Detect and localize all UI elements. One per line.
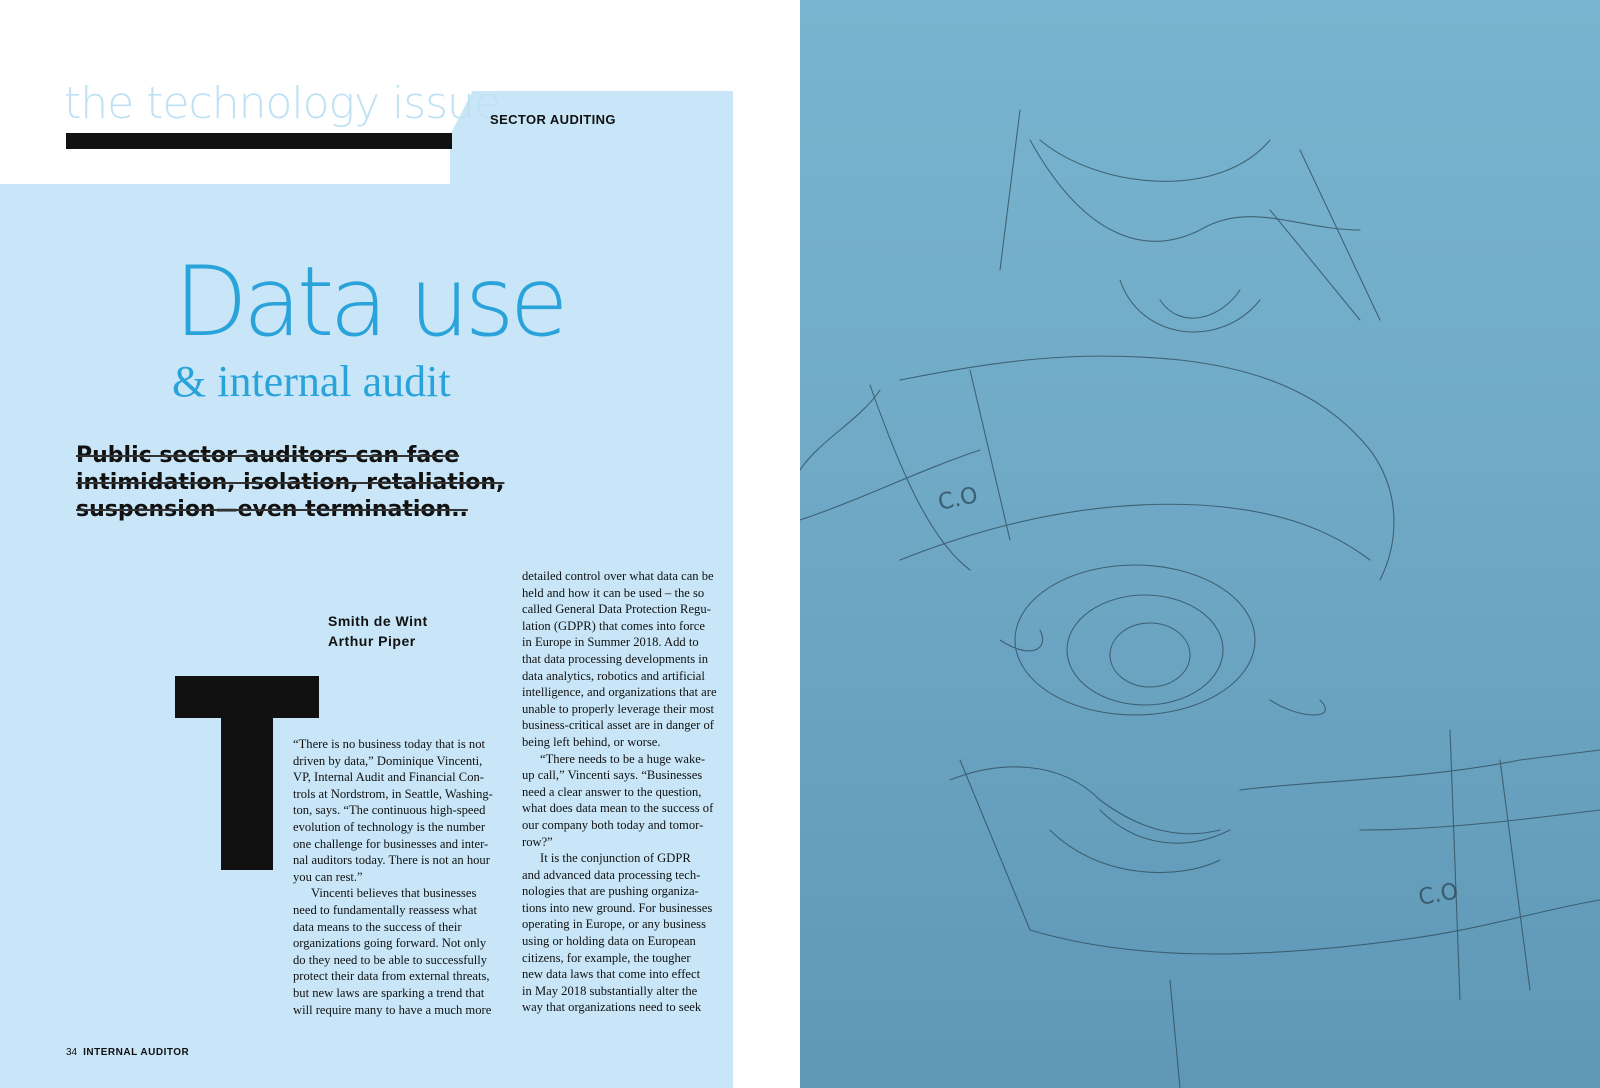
sketch-stroke [1360,810,1600,830]
body-text-line: evolution of technology is the number [293,819,486,834]
body-text-line: you can rest.” [293,869,363,884]
body-text-line: data means to the success of their [293,919,462,934]
sketch-stroke [1500,760,1530,990]
sketch-spiral [1015,565,1255,715]
body-text-line: new data laws that come into effect [522,967,701,982]
body-text-line: Vincenti believes that businesses [311,886,477,901]
body-text-line: in Europe in Summer 2018. Add to [522,635,699,650]
body-text-line: intelligence, and organizations that are [522,685,717,700]
sketch-stroke [1050,830,1220,872]
body-text-line: organizations going forward. Not only [293,936,487,951]
body-text-line: business-critical asset are in danger of [522,718,714,733]
body-text-line: but new laws are sparking a trend that [293,985,485,1000]
sketch-stroke [900,504,1370,560]
body-text-line: way that organizations need to seek [522,1000,702,1015]
body-text-line: row?” [522,834,553,849]
body-text-line: that data processing developments in [522,651,709,666]
sketch-stroke [800,390,880,470]
sketch-stroke [1270,700,1325,715]
body-text-line: protect their data from external threats, [293,969,490,984]
body-column-2 [522,568,734,1016]
sketch-stroke [1120,280,1260,332]
sketch-illustration [800,0,1600,1088]
sketch-stroke [950,767,1220,834]
sketch-stroke [1030,900,1600,954]
sketch-stroke [1040,140,1270,181]
body-text-line: nal auditors today. There is not an hour [293,853,490,868]
page-number: 34 [66,1047,78,1058]
sketch-stroke [1270,210,1360,320]
hands-sketch-drawing [800,0,1600,1088]
sketch-stroke [1160,290,1240,318]
body-text-line: operating in Europe, or any business [522,917,706,932]
body-text-line: driven by data,” Dominique Vincenti, [293,753,483,768]
body-text-line: unable to properly leverage their most [522,701,714,716]
article-headline: Data use [174,246,564,358]
body-text-line: called General Data Protection Regu- [522,602,711,617]
drop-cap-stem [221,676,273,870]
publication-name: INTERNAL AUDITOR [83,1047,190,1058]
body-text-line: up call,” Vincenti says. “Businesses [522,768,703,783]
body-text-line: being left behind, or worse. [522,734,661,749]
sketch-stroke [960,760,1030,930]
body-text-line: nologies that are pushing organiza- [522,884,699,899]
body-text-line: will require many to have a much more [293,1002,492,1017]
body-text-line: using or holding data on European [522,934,696,949]
sketch-stroke [1000,630,1043,651]
article-subheadline: & internal audit [172,357,451,406]
page-footer [66,1047,189,1058]
body-text-line: what does data mean to the success of [522,801,714,816]
body-text-line: citizens, for example, the tougher [522,950,691,965]
body-text-line: ton, says. “The continuous high-speed [293,803,486,818]
sketch-spiral [1067,595,1223,705]
body-text-line: held and how it can be used – the so [522,585,705,600]
section-label: SECTOR AUDITING [490,112,616,127]
sketch-stroke [1030,140,1360,241]
body-text-line: trols at Nordstrom, in Seattle, Washing- [293,786,493,801]
body-text-line: do they need to be able to successfully [293,952,488,967]
body-text-line: detailed control over what data can be [522,569,714,583]
body-text-line: tions into new ground. For businesses [522,900,713,915]
sketch-stroke [1240,750,1600,790]
body-text-line: lation (GDPR) that comes into force [522,618,705,633]
author-name: Arthur Piper [328,633,416,649]
sketch-stroke [1370,450,1394,580]
sketch-stroke [1300,150,1380,320]
sketch-stroke [1170,980,1180,1088]
sketch-stroke [970,370,1010,540]
body-text-line: It is the conjunction of GDPR [540,851,691,866]
sketch-stroke [870,385,970,570]
issue-title: the technology issue [64,78,501,129]
sketch-stroke [1100,810,1230,843]
body-text-line: in May 2018 substantially alter the [522,983,698,998]
body-text-line: “There is no business today that is not [293,737,486,751]
body-text-line: need a clear answer to the question, [522,784,702,799]
body-text-line: need to fundamentally reassess what [293,902,477,917]
sketch-label: C.O [936,483,981,516]
sketch-label: C.O [1416,879,1461,911]
body-text-line: our company both today and tomor- [522,817,704,832]
body-text-line: one challenge for businesses and inter- [293,836,489,851]
issue-title-bar [66,133,452,149]
sketch-spiral [1110,623,1190,687]
body-column-1 [293,736,505,1018]
article-deck: Public sector auditors can face intimidation, isolation, retaliation, suspension—even termination.. [76,443,505,522]
body-text-line: “There needs to be a huge wake- [540,751,706,766]
body-text-line: and advanced data processing tech- [522,867,701,882]
body-text-line: data analytics, robotics and artificial [522,668,705,683]
sketch-stroke [1000,110,1020,270]
byline [328,611,428,651]
body-text-line: VP, Internal Audit and Financial Con- [293,770,484,785]
author-name: Smith de Wint [328,613,428,629]
